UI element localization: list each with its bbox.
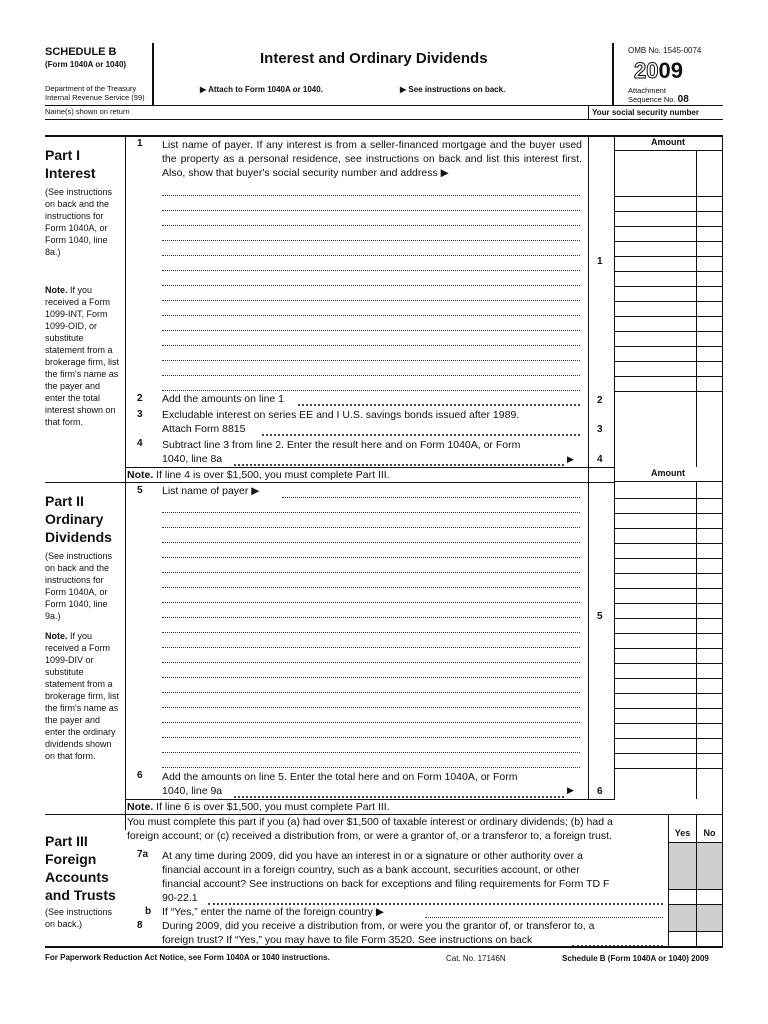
department: Department of the Treasury [45, 84, 137, 93]
part2-payer-row[interactable] [282, 497, 580, 498]
line1-number: 1 [137, 138, 143, 149]
part1-payer-row[interactable] [162, 225, 580, 226]
part3-intro-1: You must complete this part if you (a) had over $1,500 of taxable interest or ordinary dividends; (b) had a [127, 816, 613, 828]
part2-amount-header: Amount [651, 468, 685, 478]
line7a-text-1: At any time during 2009, did you have an interest in or a signature or other authority over a [162, 850, 583, 862]
part2-payer-row[interactable] [162, 677, 580, 678]
line7a-yes-box[interactable] [669, 889, 696, 904]
line2-amount[interactable] [615, 392, 721, 407]
tax-year-suffix: 09 [658, 58, 683, 83]
line1-box-number: 1 [597, 256, 603, 267]
part1-amount-row[interactable] [614, 286, 722, 287]
part2-amount-row[interactable] [614, 513, 722, 514]
no-header: No [703, 828, 716, 838]
form-reference: (Form 1040A or 1040) [45, 60, 127, 69]
line7a-text-3: financial account? See instructions on back for exceptions and filing requirements for Form TD F [162, 878, 610, 890]
part2-payer-row[interactable] [162, 737, 580, 738]
part1-payer-row[interactable] [162, 240, 580, 241]
part2-amount-row[interactable] [614, 498, 722, 499]
footer-paperwork-notice: For Paperwork Reduction Act Notice, see Form 1040A or 1040 instructions. [45, 953, 330, 962]
part1-amount-row[interactable] [614, 316, 722, 317]
line5-box-number: 5 [597, 611, 603, 622]
name-field[interactable] [250, 106, 580, 119]
line2-number: 2 [137, 393, 143, 404]
part2-payer-row[interactable] [162, 632, 580, 633]
line2-text: Add the amounts on line 1 [162, 393, 285, 405]
part2-title: Part II Ordinary Dividends [45, 493, 112, 545]
part1-payer-row[interactable] [162, 270, 580, 271]
part1-amount-row[interactable] [614, 271, 722, 272]
line6-box-number: 6 [597, 786, 603, 797]
part2-amount-row[interactable] [614, 678, 722, 679]
part2-amount-row[interactable] [614, 573, 722, 574]
line8-yes-box[interactable] [669, 932, 696, 946]
part1-payer-row[interactable] [162, 360, 580, 361]
line4-amount[interactable] [615, 452, 721, 467]
part1-amount-row[interactable] [614, 346, 722, 347]
line3-text2: Attach Form 8815 [162, 423, 246, 435]
line7a-text-2: financial account in a foreign country, such as a bank account, securities account, or other [162, 864, 580, 876]
part2-note-part3: Note. If line 6 is over $1,500, you must complete Part III. [127, 801, 390, 813]
line3-amount[interactable] [615, 422, 721, 437]
attach-instruction: ▶ Attach to Form 1040A or 1040. [200, 85, 323, 94]
line8-no-box[interactable] [697, 932, 722, 946]
line7a-text-4: 90-22.1 [162, 892, 198, 904]
line4-text1: Subtract line 3 from line 2. Enter the result here and on Form 1040A, or Form [162, 439, 521, 451]
part2-amount-row[interactable] [614, 768, 722, 769]
part2-payer-row[interactable] [162, 752, 580, 753]
line6-text1: Add the amounts on line 5. Enter the total here and on Form 1040A, or Form [162, 771, 518, 783]
part2-payer-row[interactable] [162, 647, 580, 648]
part2-payer-row[interactable] [162, 587, 580, 588]
part2-amount-row[interactable] [614, 558, 722, 559]
part1-payer-row[interactable] [162, 210, 580, 211]
part2-payer-row[interactable] [162, 617, 580, 618]
tax-year-prefix: 20 [634, 58, 659, 83]
part1-amount-row[interactable] [614, 376, 722, 377]
part1-payer-row[interactable] [162, 195, 580, 196]
line3-text1: Excludable interest on series EE and I U.S. savings bonds issued after 1989. [162, 409, 520, 421]
part2-amount-row[interactable] [614, 723, 722, 724]
part2-amount-row[interactable] [614, 633, 722, 634]
part1-amount-header: Amount [651, 137, 685, 147]
part1-amount-row[interactable] [614, 241, 722, 242]
part2-payer-row[interactable] [162, 527, 580, 528]
part2-amount-row[interactable] [614, 543, 722, 544]
part2-payer-row[interactable] [162, 572, 580, 573]
part1-payer-row[interactable] [162, 390, 580, 391]
line4-number: 4 [137, 438, 143, 449]
line7a-number: 7a [137, 849, 149, 860]
part3-intro-2: foreign account; or (c) received a distribution from, or were a grantor of, or a transferor to, a foreign trust. [127, 830, 612, 842]
part2-payer-row[interactable] [162, 512, 580, 513]
tax-year [634, 58, 683, 84]
part1-amount-row[interactable] [614, 226, 722, 227]
line4-text2: 1040, line 8a [162, 453, 223, 465]
line8-number: 8 [137, 920, 143, 931]
line6-number: 6 [137, 770, 143, 781]
part2-payer-row[interactable] [162, 557, 580, 558]
ssn-label: Your social security number [592, 108, 699, 117]
part2-see-instructions: (See instructions on back and the instructions for Form 1040A, or Form 1040, line 9a.) [45, 551, 113, 621]
line3-number: 3 [137, 409, 143, 420]
part1-payer-row[interactable] [162, 285, 580, 286]
line2-box-number: 2 [597, 395, 603, 406]
part1-payer-row[interactable] [162, 255, 580, 256]
line8-text-1: During 2009, did you receive a distribution from, or were you the grantor of, or transferor to, a [162, 920, 595, 932]
sequence-number: 08 [677, 94, 689, 105]
foreign-country-input[interactable] [425, 905, 663, 917]
footer-form-id: Schedule B (Form 1040A or 1040) 2009 [562, 954, 709, 963]
part2-payer-row[interactable] [162, 602, 580, 603]
part2-amount-row[interactable] [614, 753, 722, 754]
part1-payer-row[interactable] [162, 345, 580, 346]
part1-payer-row[interactable] [162, 300, 580, 301]
see-instruction: ▶ See instructions on back. [400, 85, 506, 94]
part2-payer-row[interactable] [162, 662, 580, 663]
sequence-label: Sequence No. 08 [628, 94, 689, 105]
footer-cat-number: Cat. No. 17146N [446, 954, 506, 963]
yes-header: Yes [674, 828, 691, 838]
part1-amount-row[interactable] [614, 331, 722, 332]
schedule-name: SCHEDULE B [45, 46, 117, 58]
line3-box-number: 3 [597, 424, 603, 435]
irs-agency: Internal Revenue Service (99) [45, 93, 145, 102]
part1-note: Note. If you received a Form 1099-INT, Form 1099-OID, or substitute statement from a brokerage firm, list the firm's name as the payer and enter the total interest shown on that form. [45, 285, 120, 427]
line7b-text: If “Yes,” enter the name of the foreign country ▶ [162, 906, 384, 918]
part1-amount-row[interactable] [614, 256, 722, 257]
part2-payer-row[interactable] [162, 767, 580, 768]
part2-amount-row[interactable] [614, 603, 722, 604]
attachment-label: Attachment [628, 86, 666, 95]
part1-amount-row[interactable] [614, 301, 722, 302]
line7a-no-box[interactable] [697, 889, 722, 904]
part1-amount-row[interactable] [614, 211, 722, 212]
omb-number: OMB No. 1545-0074 [628, 46, 702, 55]
part1-payer-row[interactable] [162, 315, 580, 316]
ssn-field[interactable] [592, 120, 722, 132]
line1-text: List name of payer. If any interest is from a seller-financed mortgage and the buyer used the property as a personal residence, see instructions on back and list this interest first. Also, show that buyer's social security number and address ▶ [162, 139, 582, 179]
part1-payer-row[interactable] [162, 375, 580, 376]
line6-text2: 1040, line 9a [162, 785, 223, 797]
part2-payer-row[interactable] [162, 692, 580, 693]
line5-number: 5 [137, 485, 143, 496]
part1-payer-row[interactable] [162, 330, 580, 331]
part1-title: Part I Interest [45, 147, 96, 181]
part1-amount-row[interactable] [614, 361, 722, 362]
part2-amount-row[interactable] [614, 708, 722, 709]
part3-title: Part III Foreign Accounts and Trusts [45, 833, 116, 903]
part2-note: Note. If you received a Form 1099-DIV or substitute statement from a brokerage firm, list the firm's name as the payer and enter the ordinary dividends shown on that form. [45, 631, 120, 761]
part2-amount-row[interactable] [614, 663, 722, 664]
line6-amount[interactable] [615, 784, 721, 799]
line8-text-2: foreign trust? If “Yes,” you may have to file Form 3520. See instructions on back [162, 934, 533, 946]
line5-text: List name of payer ▶ [162, 485, 260, 497]
part2-amount-row[interactable] [614, 693, 722, 694]
part3-see-instructions: (See instructions on back.) [45, 907, 113, 929]
part1-see-instructions: (See instructions on back and the instructions for Form 1040A, or Form 1040, line 8a.) [45, 187, 113, 257]
form-title: Interest and Ordinary Dividends [260, 50, 488, 67]
part1-amount-row[interactable] [614, 196, 722, 197]
names-label: Name(s) shown on return [45, 107, 130, 116]
line4-box-number: 4 [597, 454, 603, 465]
part2-amount-row[interactable] [614, 648, 722, 649]
part2-amount-row[interactable] [614, 618, 722, 619]
part2-payer-row[interactable] [162, 707, 580, 708]
part2-amount-row[interactable] [614, 588, 722, 589]
part2-payer-row[interactable] [162, 542, 580, 543]
part1-note-part3: Note. If line 4 is over $1,500, you must complete Part III. [127, 469, 390, 481]
part2-amount-row[interactable] [614, 528, 722, 529]
line7b-letter: b [145, 906, 152, 917]
part2-amount-row[interactable] [614, 738, 722, 739]
part2-payer-row[interactable] [162, 722, 580, 723]
